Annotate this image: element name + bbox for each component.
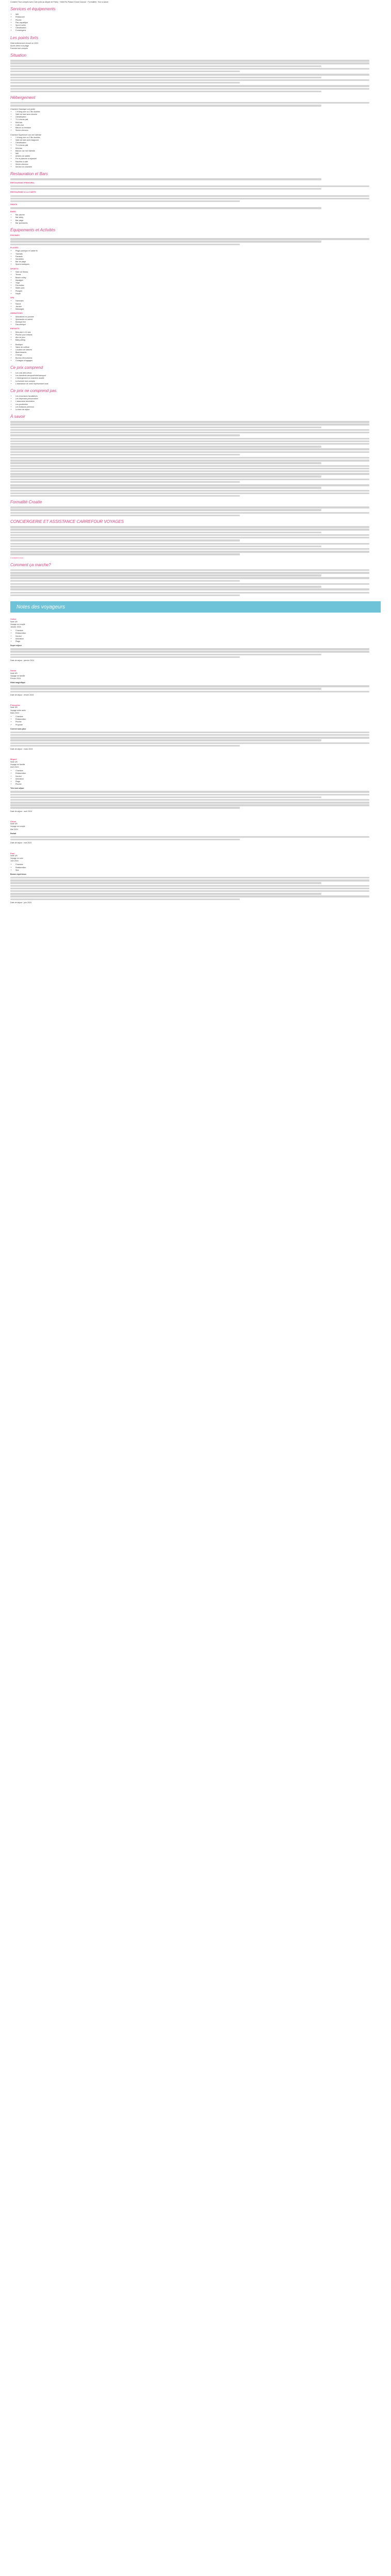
- review-criterion: • Chambre: [15, 716, 381, 718]
- non-inclus-item: • L'assurance annulation: [15, 400, 381, 403]
- room-2-list: [10, 137, 381, 168]
- non-inclus-list: [10, 395, 381, 411]
- restauration-text: [10, 207, 381, 209]
- review-meta: Noté 4/5: [10, 854, 18, 857]
- conciergerie-text: [10, 526, 381, 541]
- review-title: Correct sans plus: [10, 727, 26, 730]
- sport-item: • Aquagym: [15, 279, 381, 282]
- services-item: • Climatisation: [15, 27, 381, 29]
- anim-item: • Animations en journée: [15, 316, 381, 318]
- situation-text-3: [10, 85, 381, 92]
- kids-item: • Mini-club 4-12 ans: [15, 331, 381, 334]
- kids-item: • Piscine pour enfants: [15, 334, 381, 336]
- review-meta: Noté 5/5: [10, 672, 18, 674]
- formalite-text: [10, 506, 381, 516]
- equip-label: PLAGES: [10, 247, 19, 249]
- review-text: [10, 791, 381, 809]
- review-author: Victor: [10, 618, 17, 621]
- section-title-restauration: Restauration et Bars: [10, 172, 48, 177]
- conciergerie-text-2: [10, 543, 381, 555]
- review-card: [10, 820, 381, 845]
- equip-label: SPA: [10, 296, 14, 299]
- misc-item: • Bureau d'excursions: [15, 357, 381, 360]
- room-1-item: • TV à écran plat: [15, 118, 381, 121]
- points-forts-item: Hôtel entièrement rénové en 2022: [10, 42, 39, 44]
- review-criterion: • Restauration: [15, 718, 381, 721]
- room-2-item: • Articles de toilette: [15, 155, 381, 158]
- review-meta: Février 2024: [10, 677, 21, 680]
- bars-list: [10, 214, 381, 225]
- section-title-formalite: Formalité Croatie: [10, 500, 42, 505]
- misc-item: • Boutique: [15, 344, 381, 346]
- review-title: Hôtel magnifique: [10, 682, 26, 684]
- services-item: • Restaurant: [15, 16, 381, 19]
- equip-text: [10, 238, 381, 245]
- kids-list: [10, 331, 381, 342]
- review-criterion: • Spa: [15, 869, 381, 872]
- sport-item: • Yoga: [15, 282, 381, 284]
- a-savoir-text: [10, 421, 381, 436]
- review-author: Chloé: [10, 820, 17, 823]
- review-meta: Noté 4/5: [10, 620, 18, 623]
- kids-item: • Aire de jeux: [15, 336, 381, 339]
- anim-item: • Spectacles en soirée: [15, 318, 381, 321]
- equip-label: SPORTS: [10, 267, 19, 270]
- review-criterion: • Animation: [15, 778, 381, 781]
- review-criterion: • Chambre: [15, 863, 381, 866]
- misc-item: • Change: [15, 354, 381, 357]
- room-2-item: • Wifi: [15, 152, 381, 155]
- review-criterion: • Restauration: [15, 867, 381, 869]
- section-title-a-savoir: À savoir: [10, 414, 25, 419]
- section-title-points-forts: Les points forts: [10, 35, 39, 40]
- room-2-item: • Mini-bar: [15, 147, 381, 150]
- equip-label: ENFANTS: [10, 328, 20, 330]
- a-savoir-text-2: [10, 438, 381, 456]
- bar-item: • Bar lobby: [15, 216, 381, 219]
- review-text: [10, 685, 381, 692]
- review-title: Parfait: [10, 832, 17, 835]
- section-title-inclus: Ce prix comprend: [10, 365, 43, 370]
- review-meta: Voyage en famille: [10, 674, 25, 677]
- restauration-label: RESTAURANT À LA CARTE: [10, 191, 36, 194]
- review-meta: Mai 2024: [10, 828, 18, 831]
- inclus-item: • La formule tout compris: [15, 380, 381, 383]
- section-title-equipements: Équipements et Activités: [10, 228, 56, 233]
- review-criterion: • Service: [15, 635, 381, 638]
- review-card: [10, 704, 381, 751]
- review-text: [10, 648, 381, 658]
- review-card: [10, 852, 381, 905]
- review-criteria: [10, 630, 381, 643]
- review-title: Bonne expérience: [10, 873, 26, 876]
- situation-text-2: [10, 74, 381, 83]
- review-meta: Voyage en couple: [10, 623, 25, 625]
- sport-item: • Fléchettes: [15, 284, 381, 287]
- review-criterion: • Restauration: [15, 772, 381, 775]
- room-1-item: • Salle de bain avec douche: [15, 113, 381, 116]
- review-meta: Noté 5/5: [10, 823, 18, 825]
- review-criterion: • Propreté: [15, 724, 381, 726]
- review-criteria: [10, 770, 381, 786]
- review-meta: Voyage en couple: [10, 825, 25, 828]
- section-title-situation: Situation: [10, 53, 27, 58]
- review-meta: Voyage entre amis: [10, 709, 26, 711]
- restauration-label: BARS: [10, 210, 16, 213]
- review-author: Sonia: [10, 669, 16, 672]
- services-list: [10, 13, 381, 32]
- review-text: [10, 732, 381, 747]
- review-criterion: • Restauration: [15, 632, 381, 635]
- inclus-list: [10, 372, 381, 385]
- restauration-intro: [10, 178, 381, 180]
- contact-link[interactable]: Contactez-nous: [10, 556, 24, 559]
- review-meta: Noté 3/5: [10, 706, 18, 709]
- review-criterion: • Piscine: [15, 783, 381, 786]
- section-title-comment: Comment ça marche?: [10, 562, 51, 567]
- points-forts-item: Accès direct à la plage: [10, 44, 29, 47]
- spa-list: [10, 300, 381, 311]
- plage-item: • Transats: [15, 253, 381, 256]
- review-meta: Janvier 2024: [10, 626, 21, 629]
- review-criterion: • Piscine: [15, 721, 381, 723]
- anim-item: • Musique live: [15, 321, 381, 324]
- bar-item: • Bar plage: [15, 219, 381, 222]
- inclus-item: • Les transferts aéroport/hôtel/aéroport: [15, 375, 381, 377]
- review-author: Miguel: [10, 758, 17, 761]
- equip-label: ANIMATIONS: [10, 312, 23, 315]
- room-2-item: • Climatisation: [15, 142, 381, 144]
- a-savoir-text-3: [10, 457, 381, 483]
- review-criterion: • Plage: [15, 781, 381, 783]
- non-inclus-item: • Les excursions facultatives: [15, 395, 381, 398]
- non-inclus-item: • Les dépenses personnelles: [15, 398, 381, 400]
- review-title: Super séjour: [10, 645, 22, 647]
- review-date: Date de séjour : juin 2024: [10, 901, 31, 904]
- review-text: [10, 877, 381, 900]
- non-inclus-item: • La taxe de séjour: [15, 409, 381, 411]
- non-inclus-item: • Les boissons premium: [15, 406, 381, 409]
- restauration-label: SNACK: [10, 204, 18, 206]
- room-1-item: • Mini-bar: [15, 122, 381, 124]
- plage-item: • Bar de plage: [15, 261, 381, 263]
- plage-item: • Parasols: [15, 256, 381, 258]
- room-2-item: • Fer et planche à repasser: [15, 158, 381, 160]
- review-card: [10, 758, 381, 813]
- sport-list: [10, 271, 381, 295]
- review-meta: Voyage en famille: [10, 763, 25, 766]
- review-card: [10, 618, 381, 662]
- inclus-item: • Les vols aller-retour: [15, 372, 381, 375]
- room-2-item: • TV à écran plat: [15, 144, 381, 147]
- section-title-hebergement: Hébergement: [10, 95, 36, 100]
- room-1-item: • Climatisation: [15, 116, 381, 118]
- review-criterion: • Chambre: [15, 630, 381, 632]
- plage-item: • Serviettes: [15, 258, 381, 261]
- room-2-item: • Machine à café: [15, 161, 381, 163]
- review-author: Françoise: [10, 704, 20, 707]
- plage-item: • Sports nautiques: [15, 263, 381, 266]
- reviews-list: [10, 613, 381, 904]
- section-title-non-inclus: Ce prix ne comprend pas: [10, 388, 57, 394]
- review-criterion: • Plage: [15, 640, 381, 643]
- inclus-item: • L'assistance de notre représentant local: [15, 383, 381, 385]
- comment-text-3: [10, 592, 381, 597]
- review-meta: Mars 2024: [10, 711, 19, 714]
- points-forts-item: Formule tout compris: [10, 47, 28, 50]
- room-1-list: [10, 111, 381, 132]
- room-type-2: Chambre Supérieure vue mer latérale: [10, 133, 42, 136]
- review-author: Paul: [10, 852, 15, 855]
- reviews-header: Notes des voyageurs: [10, 601, 381, 613]
- room-1-item: • Sèche-cheveux: [15, 129, 381, 132]
- services-item: • Piscine: [15, 19, 381, 22]
- intro-text: Croisière Tout compris avec Club (vols au départ de Paris) · Hôtel Riu Palace Grand Cancún · Formalités · Bon à savoir: [10, 1, 109, 3]
- kids-item: • Baby-sitting: [15, 339, 381, 342]
- services-item: • Spa et soins: [15, 24, 381, 27]
- room-2-item: • Salle de bain avec baignoire: [15, 139, 381, 142]
- restauration-text: [10, 195, 381, 202]
- spa-item: • Massages: [15, 308, 381, 311]
- review-date: Date de séjour : mai 2024: [10, 842, 32, 844]
- restauration-text: [10, 185, 381, 190]
- hebergement-intro: [10, 102, 381, 107]
- review-date: Date de séjour : avril 2024: [10, 810, 32, 812]
- review-meta: Avril 2024: [10, 766, 19, 768]
- review-text: [10, 836, 381, 841]
- room-1-item: • Coffre-fort: [15, 124, 381, 127]
- room-1-item: • 1 lit king size ou 2 lits doubles: [15, 111, 381, 113]
- review-criterion: • Service: [15, 775, 381, 778]
- non-inclus-item: • Les pourboires: [15, 403, 381, 406]
- a-savoir-text-4: [10, 484, 381, 497]
- review-criteria: [10, 716, 381, 726]
- room-2-item: • 1 lit king size ou 2 lits doubles: [15, 137, 381, 139]
- misc-item: • Blanchisserie: [15, 351, 381, 354]
- services-item: • Conciergerie: [15, 29, 381, 32]
- room-2-item: • Service en chambre: [15, 166, 381, 168]
- review-meta: Juin 2024: [10, 860, 19, 862]
- bar-item: • Bar piscine: [15, 214, 381, 216]
- misc-item: • Salon de coiffure: [15, 346, 381, 349]
- anim-item: • Discothèque: [15, 324, 381, 326]
- section-title-services: Services et équipements: [10, 7, 56, 12]
- services-item: • Wifi: [15, 13, 381, 16]
- sport-item: • Plongée: [15, 290, 381, 293]
- review-criterion: • Chambre: [15, 770, 381, 772]
- plage-list: [10, 250, 381, 266]
- sport-item: • Water-polo: [15, 287, 381, 290]
- room-type-1: Chambre Classique vue jardin: [10, 108, 36, 110]
- room-2-item: • Sèche-cheveux: [15, 163, 381, 166]
- review-meta: Noté 4/5: [10, 760, 18, 763]
- sport-item: • Kayak: [15, 293, 381, 295]
- page: [10, 0, 381, 904]
- review-card: [10, 669, 381, 697]
- spa-item: • Jacuzzi: [15, 306, 381, 308]
- sport-item: • Beach-volley: [15, 277, 381, 279]
- review-title: Très bon séjour: [10, 787, 24, 790]
- misc-list: [10, 344, 381, 362]
- comment-text-2: [10, 583, 381, 590]
- inclus-item: • L'hébergement en chambre double: [15, 377, 381, 380]
- spa-item: • Hammam: [15, 300, 381, 302]
- misc-item: • Location de voitures: [15, 349, 381, 351]
- review-criteria: [10, 863, 381, 872]
- plage-item: • Plage publique en sable fin: [15, 250, 381, 252]
- review-date: Date de séjour : mars 2024: [10, 748, 33, 751]
- equip-label: PISCINES: [10, 234, 20, 237]
- anim-list: [10, 316, 381, 327]
- sport-item: • Salle de fitness: [15, 271, 381, 274]
- review-meta: Voyage en solo: [10, 857, 23, 860]
- sport-item: • Tennis: [15, 274, 381, 276]
- restauration-label: RESTAURANT PRINCIPAL: [10, 181, 35, 184]
- situation-text: [10, 60, 381, 72]
- review-date: Date de séjour : janvier 2024: [10, 659, 34, 662]
- comment-text: [10, 569, 381, 582]
- misc-item: • Consigne à bagages: [15, 360, 381, 362]
- section-title-conciergerie: CONCIERGERIE ET ASSISTANCE CARREFOUR VOYAGES: [10, 519, 124, 524]
- bar-item: • Bar spectacles: [15, 222, 381, 225]
- review-criterion: • Animation: [15, 638, 381, 640]
- room-2-item: • Balcon vue mer latérale: [15, 150, 381, 152]
- spa-item: • Sauna: [15, 303, 381, 306]
- review-date: Date de séjour : février 2024: [10, 693, 34, 696]
- room-1-item: • Balcon ou terrasse: [15, 127, 381, 129]
- services-item: • Parc aquatique: [15, 22, 381, 24]
